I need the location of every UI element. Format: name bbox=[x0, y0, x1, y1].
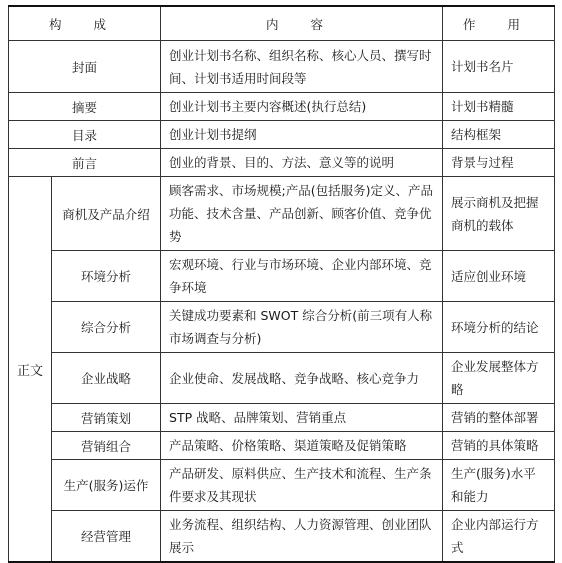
row-component: 摘要 bbox=[9, 93, 161, 121]
structure-table-container bbox=[8, 5, 554, 563]
row-content: 创业的背景、目的、方法、意义等的说明 bbox=[161, 149, 443, 177]
row-component: 经营管理 bbox=[52, 511, 161, 563]
table-header-row bbox=[9, 6, 555, 41]
header-component: 构 成 bbox=[9, 6, 161, 41]
row-component: 生产(服务)运作 bbox=[52, 460, 161, 511]
row-function: 计划书名片 bbox=[443, 41, 555, 93]
row-component: 营销组合 bbox=[52, 432, 161, 460]
row-component: 商机及产品介绍 bbox=[52, 177, 161, 251]
row-component: 目录 bbox=[9, 121, 161, 149]
table-row bbox=[9, 353, 555, 404]
row-function: 营销的整体部署 bbox=[443, 404, 555, 432]
table-row bbox=[9, 460, 555, 511]
table-row bbox=[9, 302, 555, 353]
row-component: 综合分析 bbox=[52, 302, 161, 353]
row-content: 产品策略、价格策略、渠道策略及促销策略 bbox=[161, 432, 443, 460]
row-content: 创业计划书名称、组织名称、核心人员、撰写时间、计划书适用时间段等 bbox=[161, 41, 443, 93]
table-row bbox=[9, 41, 555, 93]
row-component: 环境分析 bbox=[52, 251, 161, 302]
row-function: 背景与过程 bbox=[443, 149, 555, 177]
row-content: 创业计划书主要内容概述(执行总结) bbox=[161, 93, 443, 121]
body-group-label: 正文 bbox=[9, 177, 52, 563]
row-content: STP 战略、品牌策划、营销重点 bbox=[161, 404, 443, 432]
table-row bbox=[9, 177, 555, 251]
row-content: 创业计划书提纲 bbox=[161, 121, 443, 149]
row-function: 结构框架 bbox=[443, 121, 555, 149]
row-function: 计划书精髓 bbox=[443, 93, 555, 121]
row-function: 企业内部运行方式 bbox=[443, 511, 555, 563]
row-function: 企业发展整体方略 bbox=[443, 353, 555, 404]
row-function: 展示商机及把握商机的载体 bbox=[443, 177, 555, 251]
row-function: 生产(服务)水平和能力 bbox=[443, 460, 555, 511]
table-row bbox=[9, 511, 555, 563]
table-row bbox=[9, 404, 555, 432]
table-row bbox=[9, 149, 555, 177]
row-content: 顾客需求、市场规模;产品(包括服务)定义、产品功能、技术含量、产品创新、顾客价值、竞争优势 bbox=[161, 177, 443, 251]
row-content: 宏观环境、行业与市场环境、企业内部环境、竞争环境 bbox=[161, 251, 443, 302]
row-content: 业务流程、组织结构、人力资源管理、创业团队展示 bbox=[161, 511, 443, 563]
table-row bbox=[9, 93, 555, 121]
row-function: 适应创业环境 bbox=[443, 251, 555, 302]
row-component: 前言 bbox=[9, 149, 161, 177]
row-component: 企业战略 bbox=[52, 353, 161, 404]
row-function: 环境分析的结论 bbox=[443, 302, 555, 353]
row-content: 企业使命、发展战略、竞争战略、核心竞争力 bbox=[161, 353, 443, 404]
row-component: 营销策划 bbox=[52, 404, 161, 432]
row-function: 营销的具体策略 bbox=[443, 432, 555, 460]
header-function: 作 用 bbox=[443, 6, 555, 41]
table-row bbox=[9, 251, 555, 302]
row-content: 产品研发、原料供应、生产技术和流程、生产条件要求及其现状 bbox=[161, 460, 443, 511]
business-plan-structure-table bbox=[8, 5, 555, 563]
table-row bbox=[9, 121, 555, 149]
header-content: 内 容 bbox=[161, 6, 443, 41]
row-component: 封面 bbox=[9, 41, 161, 93]
row-content: 关键成功要素和 SWOT 综合分析(前三项有人称市场调查与分析) bbox=[161, 302, 443, 353]
table-row bbox=[9, 432, 555, 460]
